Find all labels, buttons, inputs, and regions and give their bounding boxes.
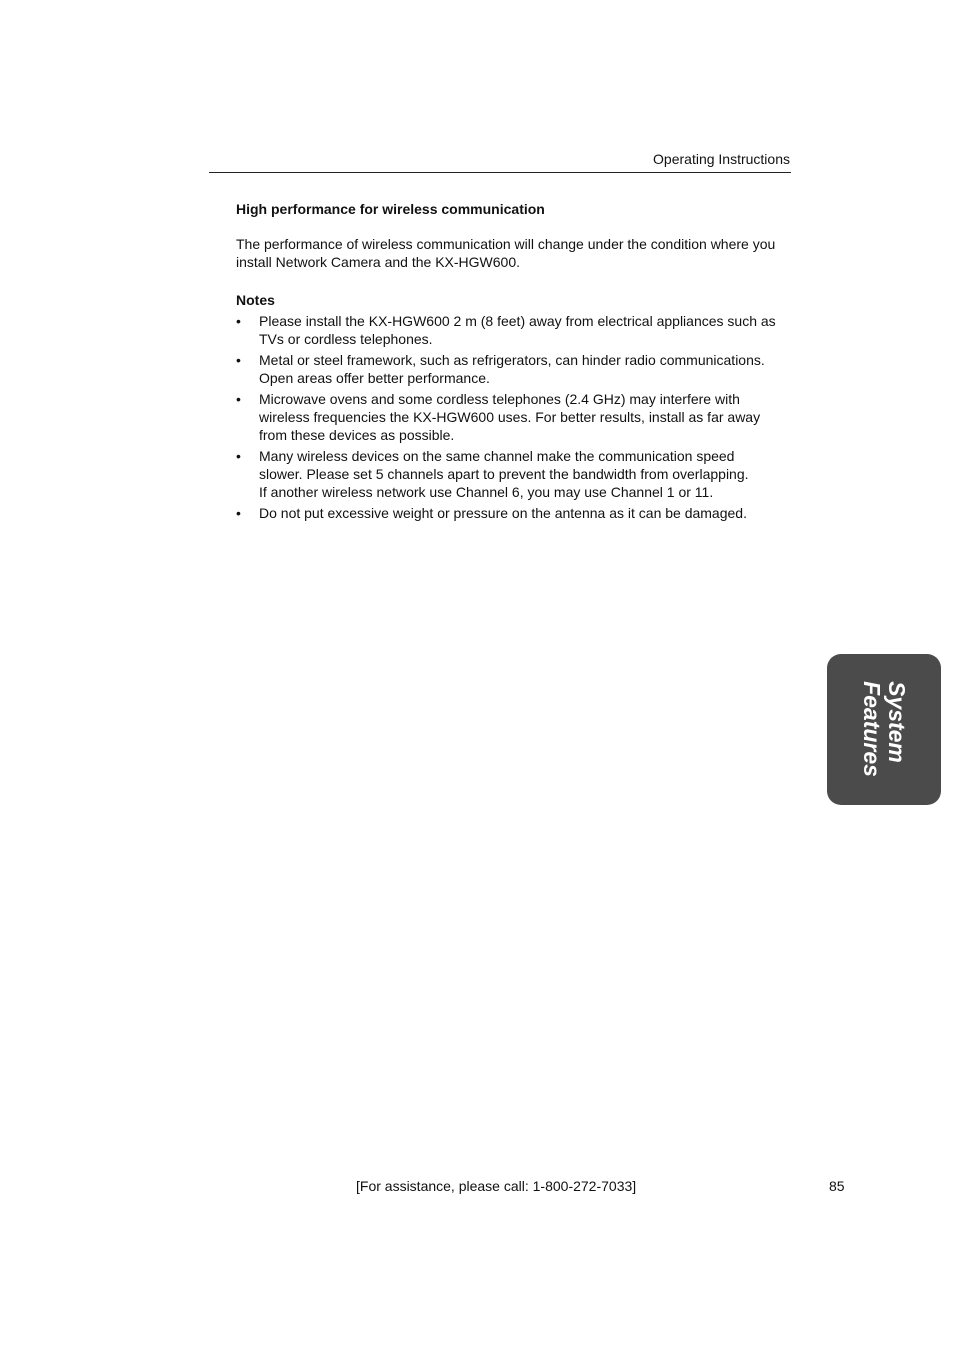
note-line: Many wireless devices on the same channel make the communication speed [259, 448, 735, 464]
note-line: Please install the KX-HGW600 2 m (8 feet) away from electrical appliances such as [259, 313, 776, 329]
note-line: Metal or steel framework, such as refrigerators, can hinder radio communications. [259, 352, 765, 368]
notes-list [236, 312, 792, 522]
bullet-icon: • [236, 448, 241, 464]
note-item [236, 312, 792, 348]
note-item [236, 504, 792, 522]
note-item [236, 447, 792, 501]
note-line: Open areas offer better performance. [259, 370, 490, 386]
note-line: Microwave ovens and some cordless telephones (2.4 GHz) may interfere with [259, 391, 740, 407]
section-title: High performance for wireless communication [236, 201, 545, 217]
bullet-icon: • [236, 352, 241, 368]
intro-line: install Network Camera and the KX-HGW600. [236, 254, 520, 270]
bullet-icon: • [236, 313, 241, 329]
bullet-icon: • [236, 505, 241, 521]
note-line: If another wireless network use Channel 6, you may use Channel 1 or 11. [259, 484, 714, 500]
header-divider [209, 172, 791, 173]
notes-heading: Notes [236, 292, 275, 308]
chapter-tab-label [859, 681, 909, 777]
main-content [236, 200, 792, 525]
note-line: Do not put excessive weight or pressure on the antenna as it can be damaged. [259, 505, 747, 521]
running-header: Operating Instructions [653, 151, 790, 167]
note-line: wireless frequencies the KX-HGW600 uses. For better results, install as far away [259, 409, 761, 425]
chapter-tab-line: System [884, 681, 910, 763]
chapter-tab-line: Features [859, 681, 885, 777]
bullet-icon: • [236, 391, 241, 407]
chapter-tab [827, 654, 941, 805]
note-line: from these devices as possible. [259, 427, 455, 443]
note-line: slower. Please set 5 channels apart to prevent the bandwidth from overlapping. [259, 466, 749, 482]
footer-assistance: [For assistance, please call: 1-800-272-7033] [356, 1178, 637, 1194]
note-item [236, 390, 792, 444]
note-item [236, 351, 792, 387]
note-line: TVs or cordless telephones. [259, 331, 433, 347]
page-number: 85 [829, 1178, 845, 1194]
intro-paragraph [236, 235, 792, 271]
intro-line: The performance of wireless communication will change under the condition where you [236, 236, 776, 252]
